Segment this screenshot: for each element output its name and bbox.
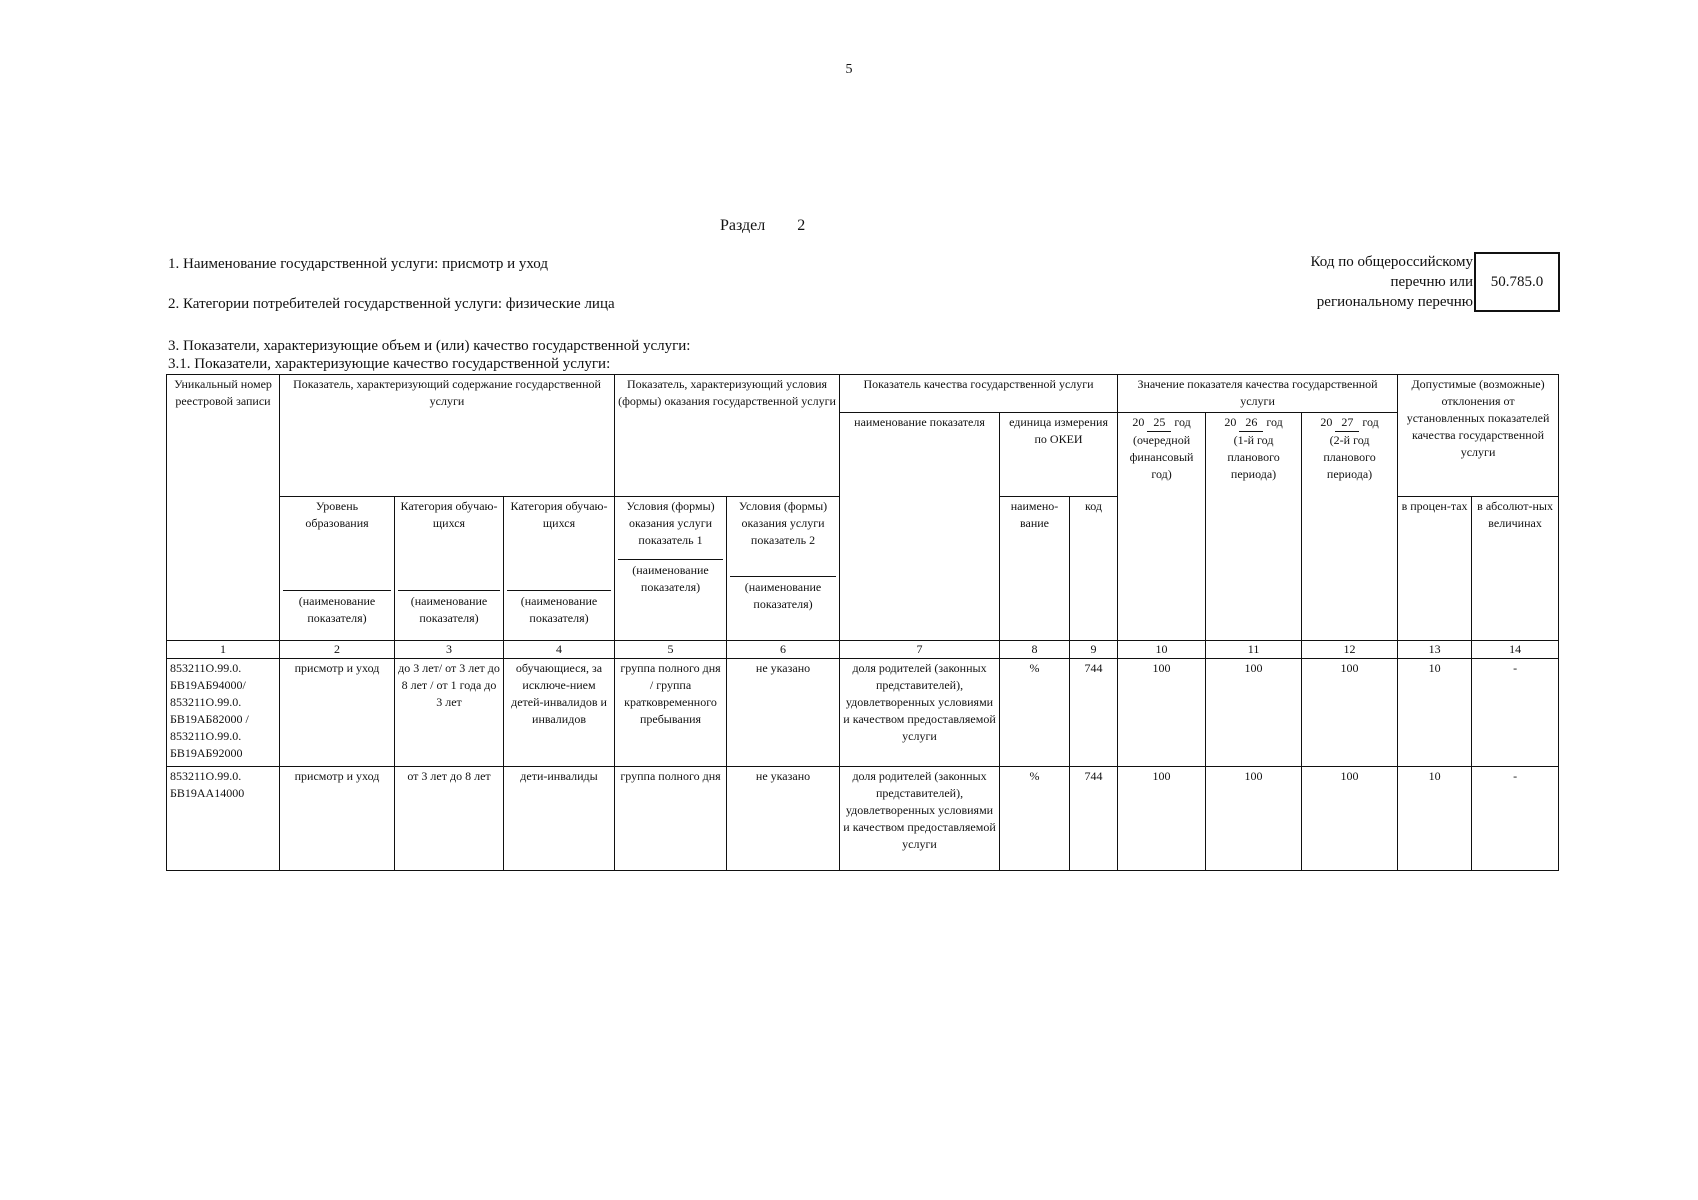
cell-unit-name: % xyxy=(1000,659,1070,767)
section-number: 2 xyxy=(797,217,806,234)
column-number: 6 xyxy=(727,641,840,659)
subheader-label: Условия (формы) оказания услуги показатель 1 xyxy=(626,499,715,547)
column-number: 8 xyxy=(1000,641,1070,659)
year-3-prefix: 20 xyxy=(1320,415,1333,429)
header-year-3 xyxy=(1302,413,1398,641)
subheader-category-1 xyxy=(395,497,504,641)
cell-value-year-2: 100 xyxy=(1206,767,1302,871)
subheader-condition-1 xyxy=(615,497,727,641)
code-label-line: региональному перечню xyxy=(1316,294,1473,310)
registry-code-value: 50.785.0 xyxy=(1490,273,1544,290)
cell-unit-code: 744 xyxy=(1070,767,1118,871)
header-quality-indicator: Показатель качества государственной услуги xyxy=(840,375,1118,413)
cell-indicator-name: доля родителей (законных представителей), удовлетворенных условиями и качеством предоставляемой услуги xyxy=(840,767,1000,871)
header-indicator-name: наименование показателя xyxy=(840,413,1000,641)
table-row xyxy=(167,659,1559,767)
page-number: 5 xyxy=(845,62,853,77)
section-label: Раздел xyxy=(720,217,766,234)
registry-code-box xyxy=(1474,252,1560,312)
header-year-1 xyxy=(1118,413,1206,641)
header-unique-number: Уникальный номер реестровой записи xyxy=(167,375,280,641)
cell-value-year-3: 100 xyxy=(1302,659,1398,767)
cell-value-year-3: 100 xyxy=(1302,767,1398,871)
cell-category-2: дети-инвалиды xyxy=(504,767,615,871)
cell-value-year-1: 100 xyxy=(1118,767,1206,871)
cell-value-year-1: 100 xyxy=(1118,659,1206,767)
cell-condition-2: не указано xyxy=(727,659,840,767)
cell-condition-1: группа полного дня xyxy=(615,767,727,871)
year-1-value: 25 xyxy=(1147,414,1171,432)
service-name: 1. Наименование государственной услуги: присмотр и уход xyxy=(168,256,548,272)
subheader-label: Категория обучаю-щихся xyxy=(400,499,498,530)
cell-category-1: от 3 лет до 8 лет xyxy=(395,767,504,871)
cell-condition-1: группа полного дня / группа кратковременного пребывания xyxy=(615,659,727,767)
year-2-prefix: 20 xyxy=(1224,415,1237,429)
cell-deviation-absolute: - xyxy=(1472,767,1559,871)
year-2-desc: (1-й год планового периода) xyxy=(1227,433,1280,481)
header-conditions-indicator: Показатель, характеризующий условия (формы) оказания государственной услуги xyxy=(615,375,840,497)
header-unit-okei: единица измерения по ОКЕИ xyxy=(1000,413,1118,497)
subheader-naming: (наименование показателя) xyxy=(507,590,611,627)
year-1-desc: (очередной финансовый год) xyxy=(1129,433,1194,481)
header-year-2 xyxy=(1206,413,1302,641)
consumer-category: 2. Категории потребителей государственной услуги: физические лица xyxy=(168,296,615,312)
year-2-value: 26 xyxy=(1239,414,1263,432)
cell-category-1: до 3 лет/ от 3 лет до 8 лет / от 1 года до 3 лет xyxy=(395,659,504,767)
subheader-absolute: в абсолют-ных величинах xyxy=(1472,497,1559,641)
subheader-label: Уровень образования xyxy=(305,499,369,530)
cell-education-level: присмотр и уход xyxy=(280,767,395,871)
cell-deviation-percent: 10 xyxy=(1398,659,1472,767)
cell-indicator-name: доля родителей (законных представителей), удовлетворенных условиями и качеством предоставляемой услуги xyxy=(840,659,1000,767)
subheader-percent: в процен-тах xyxy=(1398,497,1472,641)
code-label-line: перечню или xyxy=(1390,274,1473,290)
year-3-desc: (2-й год планового периода) xyxy=(1323,433,1376,481)
column-number: 9 xyxy=(1070,641,1118,659)
cell-deviation-percent: 10 xyxy=(1398,767,1472,871)
cell-unit-code: 744 xyxy=(1070,659,1118,767)
header-quality-value: Значение показателя качества государственной услуги xyxy=(1118,375,1398,413)
quality-table xyxy=(166,374,1559,871)
column-number: 7 xyxy=(840,641,1000,659)
cell-unit-name: % xyxy=(1000,767,1070,871)
subheader-label: Категория обучаю-щихся xyxy=(510,499,608,530)
indicators-title: 3. Показатели, характеризующие объем и (или) качество государственной услуги: xyxy=(168,338,691,354)
subheader-naming: (наименование показателя) xyxy=(730,576,836,613)
column-number: 12 xyxy=(1302,641,1398,659)
column-number: 10 xyxy=(1118,641,1206,659)
cell-deviation-absolute: - xyxy=(1472,659,1559,767)
cell-condition-2: не указано xyxy=(727,767,840,871)
cell-unique-number: 853211О.99.0. БВ19АА14000 xyxy=(167,767,280,871)
cell-value-year-2: 100 xyxy=(1206,659,1302,767)
section-title xyxy=(720,217,805,235)
subheader-naming: (наименование показателя) xyxy=(283,590,391,627)
header-content-indicator: Показатель, характеризующий содержание государственной услуги xyxy=(280,375,615,497)
column-number: 13 xyxy=(1398,641,1472,659)
subheader-label: Условия (формы) оказания услуги показатель 2 xyxy=(738,499,828,547)
subheader-category-2 xyxy=(504,497,615,641)
year-3-value: 27 xyxy=(1335,414,1359,432)
subheader-unit-code: код xyxy=(1070,497,1118,641)
column-number: 2 xyxy=(280,641,395,659)
column-numbers-row xyxy=(167,641,1559,659)
column-number: 4 xyxy=(504,641,615,659)
column-number: 11 xyxy=(1206,641,1302,659)
registry-code-label xyxy=(1285,252,1473,312)
column-number: 5 xyxy=(615,641,727,659)
header-allowed-deviation: Допустимые (возможные) отклонения от установленных показателей качества государственной услуги xyxy=(1398,375,1559,497)
column-number: 14 xyxy=(1472,641,1559,659)
year-1-prefix: 20 xyxy=(1132,415,1145,429)
year-1-suffix: год xyxy=(1174,415,1191,429)
subheader-naming: (наименование показателя) xyxy=(618,559,723,596)
cell-category-2: обучающиеся, за исключе-нием детей-инвалидов и инвалидов xyxy=(504,659,615,767)
subheader-naming: (наименование показателя) xyxy=(398,590,500,627)
cell-education-level: присмотр и уход xyxy=(280,659,395,767)
year-2-suffix: год xyxy=(1266,415,1283,429)
subheader-condition-2 xyxy=(727,497,840,641)
quality-title: 3.1. Показатели, характеризующие качество государственной услуги: xyxy=(168,356,611,372)
column-number: 3 xyxy=(395,641,504,659)
code-label-line: Код по общероссийскому xyxy=(1310,254,1473,270)
cell-unique-number: 853211О.99.0. БВ19АБ94000/ 853211О.99.0. БВ19АБ82000 / 853211О.99.0. БВ19АБ92000 xyxy=(167,659,280,767)
table-row xyxy=(167,767,1559,871)
column-number: 1 xyxy=(167,641,280,659)
subheader-unit-name: наимено-вание xyxy=(1000,497,1070,641)
year-3-suffix: год xyxy=(1362,415,1379,429)
subheader-education-level xyxy=(280,497,395,641)
